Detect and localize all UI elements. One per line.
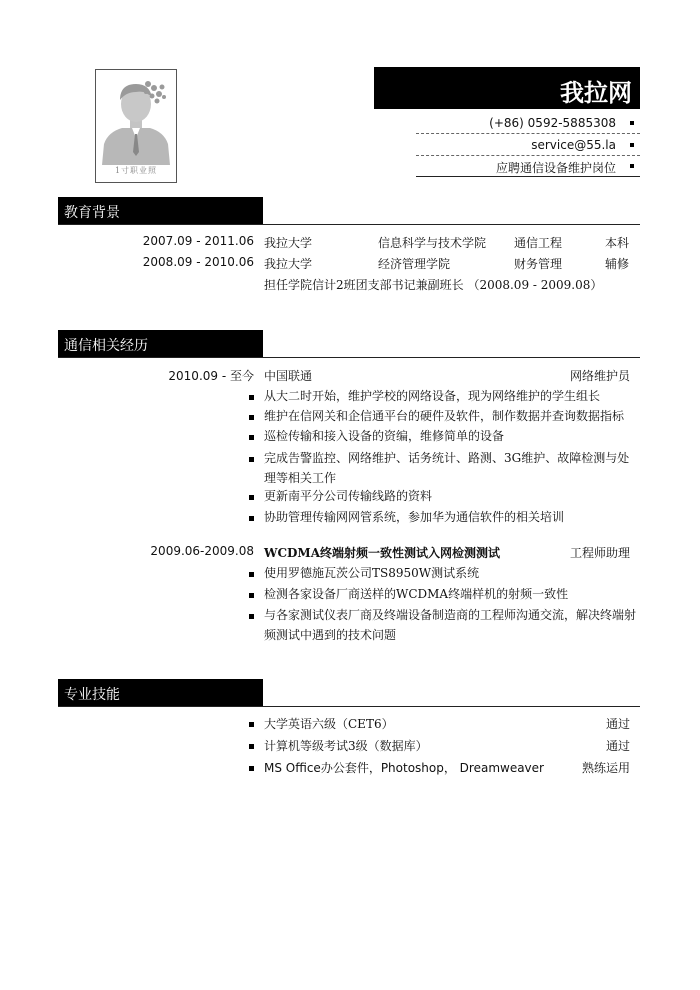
square-bullet-icon bbox=[249, 744, 254, 749]
square-bullet-icon bbox=[249, 495, 254, 500]
skill-level: 熟练运用 bbox=[581, 761, 630, 775]
edu-date: 2007.09 - 2011.06 bbox=[142, 234, 254, 248]
square-bullet-icon bbox=[249, 457, 254, 462]
edu-degree: 本科 bbox=[605, 236, 630, 250]
phone-number: (+86) 0592-5885308 bbox=[489, 116, 616, 130]
email-row bbox=[416, 135, 640, 156]
edu-note: 担任学院信计2班团支部书记兼副班长 （2008.09 - 2009.08） bbox=[264, 278, 603, 292]
job-org: WCDMA终端射频一致性测试入网检测测试 bbox=[264, 546, 501, 560]
job-date: 2009.06-2009.08 bbox=[150, 544, 254, 558]
edu-faculty: 经济管理学院 bbox=[378, 257, 451, 271]
profile-photo bbox=[95, 69, 177, 183]
square-bullet-icon bbox=[249, 614, 254, 619]
square-bullet-icon bbox=[249, 722, 254, 727]
square-bullet-icon bbox=[249, 593, 254, 598]
candidate-name: 我拉网 bbox=[560, 78, 632, 107]
job-date: 2010.09 - 至今 bbox=[168, 369, 254, 383]
job-bullet: 完成告警监控、网络维护、话务统计、路测、3G维护、故障检测与处理等相关工作 bbox=[264, 451, 630, 485]
square-bullet-icon bbox=[249, 435, 254, 440]
section-divider bbox=[58, 357, 640, 358]
square-bullet-icon bbox=[249, 415, 254, 420]
section-header-experience bbox=[58, 330, 263, 357]
section-header-education bbox=[58, 197, 263, 224]
edu-degree: 辅修 bbox=[605, 257, 630, 271]
section-title: 专业技能 bbox=[64, 687, 120, 703]
job-bullet: 协助管理传输网网管系统，参加华为通信软件的相关培训 bbox=[264, 510, 565, 524]
square-bullet-icon bbox=[249, 395, 254, 400]
edu-major: 财务管理 bbox=[514, 257, 563, 271]
section-divider bbox=[58, 706, 640, 707]
position-row bbox=[416, 156, 640, 177]
job-bullet: 维护在信网关和企信通平台的硬件及软件，制作数据并查询数据指标 bbox=[264, 409, 625, 423]
edu-faculty: 信息科学与技术学院 bbox=[378, 236, 487, 250]
skill-name: 计算机等级考试3级（数据库） bbox=[264, 739, 428, 753]
edu-date: 2008.09 - 2010.06 bbox=[142, 255, 254, 269]
job-role: 网络维护员 bbox=[569, 369, 630, 383]
skill-level: 通过 bbox=[605, 739, 630, 753]
square-bullet-icon bbox=[630, 164, 634, 168]
skill-level: 通过 bbox=[605, 717, 630, 731]
edu-school: 我拉大学 bbox=[264, 236, 313, 250]
job-bullet: 检测各家设备厂商送样的WCDMA终端样机的射频一致性 bbox=[264, 587, 569, 601]
job-bullet: 使用罗德施瓦茨公司TS8950W测试系统 bbox=[264, 566, 480, 580]
job-bullet: 巡检传输和接入设备的资编，维修简单的设备 bbox=[264, 429, 505, 443]
target-position: 应聘通信设备维护岗位 bbox=[495, 161, 616, 175]
skill-name: MS Office办公套件，Photoshop， Dreamweaver bbox=[264, 761, 544, 775]
job-org: 中国联通 bbox=[264, 369, 313, 383]
square-bullet-icon bbox=[630, 121, 634, 125]
job-bullet: 从大二时开始，维护学校的网络设备，现为网络维护的学生组长 bbox=[264, 389, 601, 403]
phone-row bbox=[416, 113, 640, 134]
job-bullet: 与各家测试仪表厂商及终端设备制造商的工程师沟通交流，解决终端射频测试中遇到的技术问题 bbox=[264, 608, 637, 642]
photo-caption: 1寸职业照 bbox=[114, 166, 158, 175]
square-bullet-icon bbox=[249, 516, 254, 521]
avatar-silhouette-icon bbox=[96, 70, 176, 165]
edu-major: 通信工程 bbox=[514, 236, 563, 250]
skill-name: 大学英语六级（CET6） bbox=[264, 717, 394, 731]
section-title: 通信相关经历 bbox=[64, 338, 148, 354]
section-divider bbox=[58, 224, 640, 225]
edu-school: 我拉大学 bbox=[264, 257, 313, 271]
section-header-skills bbox=[58, 679, 263, 706]
job-bullet: 更新南平分公司传输线路的资料 bbox=[264, 489, 433, 503]
email-address[interactable]: service@55.la bbox=[531, 138, 616, 152]
square-bullet-icon bbox=[630, 143, 634, 147]
square-bullet-icon bbox=[249, 572, 254, 577]
section-title: 教育背景 bbox=[64, 205, 120, 221]
name-banner bbox=[374, 67, 640, 109]
job-role: 工程师助理 bbox=[569, 546, 630, 560]
square-bullet-icon bbox=[249, 766, 254, 771]
